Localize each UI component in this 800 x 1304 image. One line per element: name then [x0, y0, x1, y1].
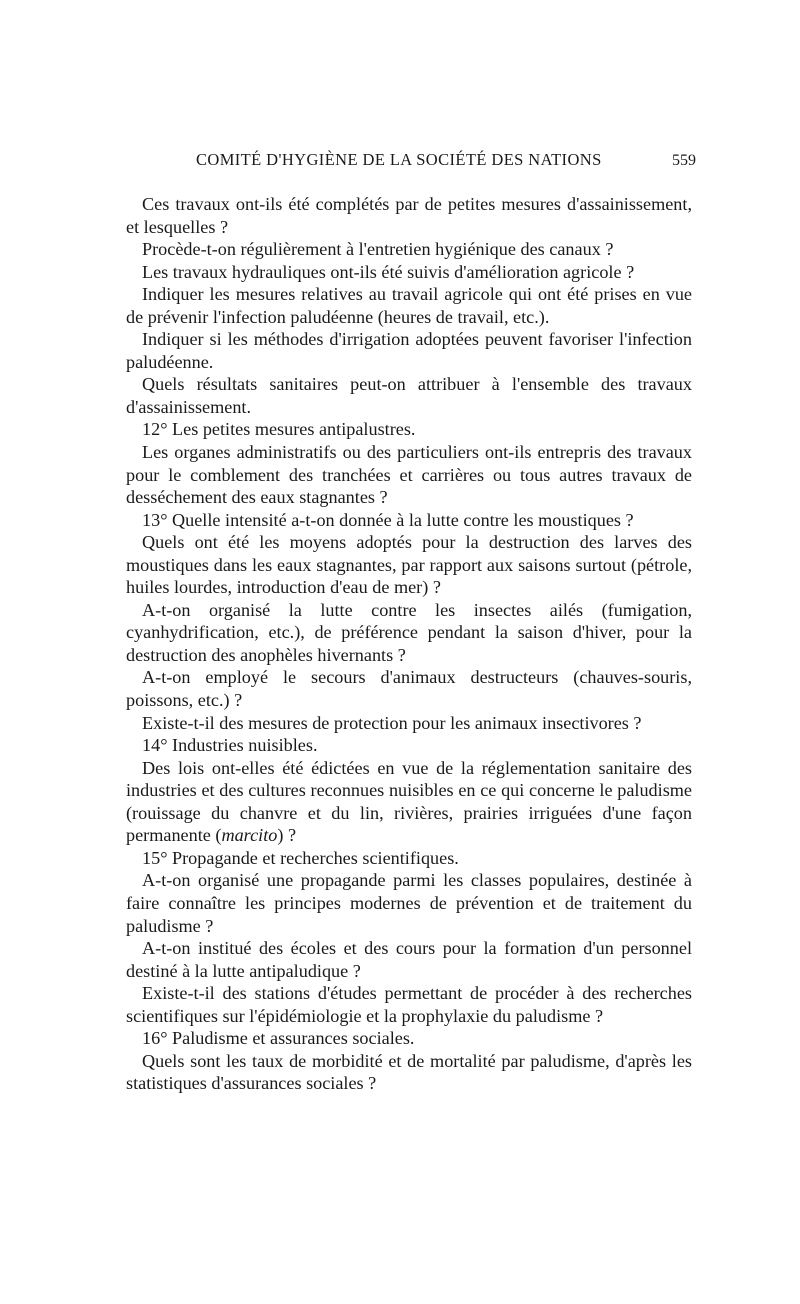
paragraph: Existe-t-il des mesures de protection pour les animaux insectivores ?	[142, 712, 642, 733]
page-header	[126, 150, 696, 174]
paragraph-text: Des lois ont-elles été édictées en vue de la réglementation sanitaire des industries et des cultures reconnues nuisibles en ce qui concerne le paludisme (rouissage du chanvre et du lin, rivières, prairies irriguées d'une façon permanente (	[126, 757, 692, 846]
paragraph-text: ) ?	[277, 825, 297, 846]
italic-term: marcito	[221, 825, 278, 846]
paragraph: Procède-t-on régulièrement à l'entretien hygiénique des canaux ?	[142, 239, 614, 260]
section-heading-16: 16° Paludisme et assurances sociales.	[142, 1028, 415, 1049]
paragraph: A-t-on institué des écoles et des cours pour la formation d'un personnel destiné à la lutte antipaludique ?	[126, 938, 692, 981]
section-heading-12: 12° Les petites mesures antipalustres.	[142, 419, 416, 440]
paragraph: Les organes administratifs ou des particuliers ont-ils entrepris des travaux pour le comblement des tranchées et carrières ou tous autres travaux de desséchement des eaux stagnantes ?	[126, 442, 692, 508]
section-heading-14: 14° Industries nuisibles.	[142, 735, 318, 756]
paragraph: Indiquer si les méthodes d'irrigation adoptées peuvent favoriser l'infection paludéenne.	[126, 329, 692, 372]
paragraph: Quels résultats sanitaires peut-on attribuer à l'ensemble des travaux d'assainissement.	[126, 374, 692, 417]
paragraph: Quels ont été les moyens adoptés pour la destruction des larves des moustiques dans les eaux stagnantes, par rapport aux saisons surtout (pétrole, huiles lourdes, introduction d'eau de mer) ?	[126, 532, 692, 598]
paragraph: Quels sont les taux de morbidité et de mortalité par paludisme, d'après les statistiques d'assurances sociales ?	[126, 1050, 692, 1094]
paragraph: Existe-t-il des stations d'études permettant de procéder à des recherches scientifiques sur l'épidémiologie et la prophylaxie du paludisme ?	[126, 983, 692, 1026]
paragraph: Ces travaux ont-ils été complétés par de petites mesures d'assainissement, et lesquelles ?	[126, 194, 692, 237]
paragraph: Indiquer les mesures relatives au travail agricole qui ont été prises en vue de prévenir l'infection paludéenne (heures de travail, etc.).	[126, 284, 692, 327]
page-number: 559	[672, 152, 696, 169]
paragraph: A-t-on organisé la lutte contre les insectes ailés (fumigation, cyanhydrification, etc.), de préférence pendant la saison d'hiver, pour la destruction des anophèles hivernants ?	[126, 599, 692, 665]
body-text	[126, 193, 692, 1095]
paragraph: A-t-on organisé une propagande parmi les classes populaires, destinée à faire connaître les principes modernes de prévention et de traitement du paludisme ?	[126, 870, 692, 936]
section-heading-15: 15° Propagande et recherches scientifiques.	[142, 847, 459, 868]
paragraph	[126, 757, 692, 847]
running-title: COMITÉ D'HYGIÈNE DE LA SOCIÉTÉ DES NATIONS	[196, 150, 602, 169]
section-heading-13: 13° Quelle intensité a-t-on donnée à la lutte contre les moustiques ?	[142, 509, 634, 530]
paragraph: Les travaux hydrauliques ont-ils été suivis d'amélioration agricole ?	[142, 261, 635, 282]
paragraph: A-t-on employé le secours d'animaux destructeurs (chauves-souris, poissons, etc.) ?	[126, 667, 692, 711]
